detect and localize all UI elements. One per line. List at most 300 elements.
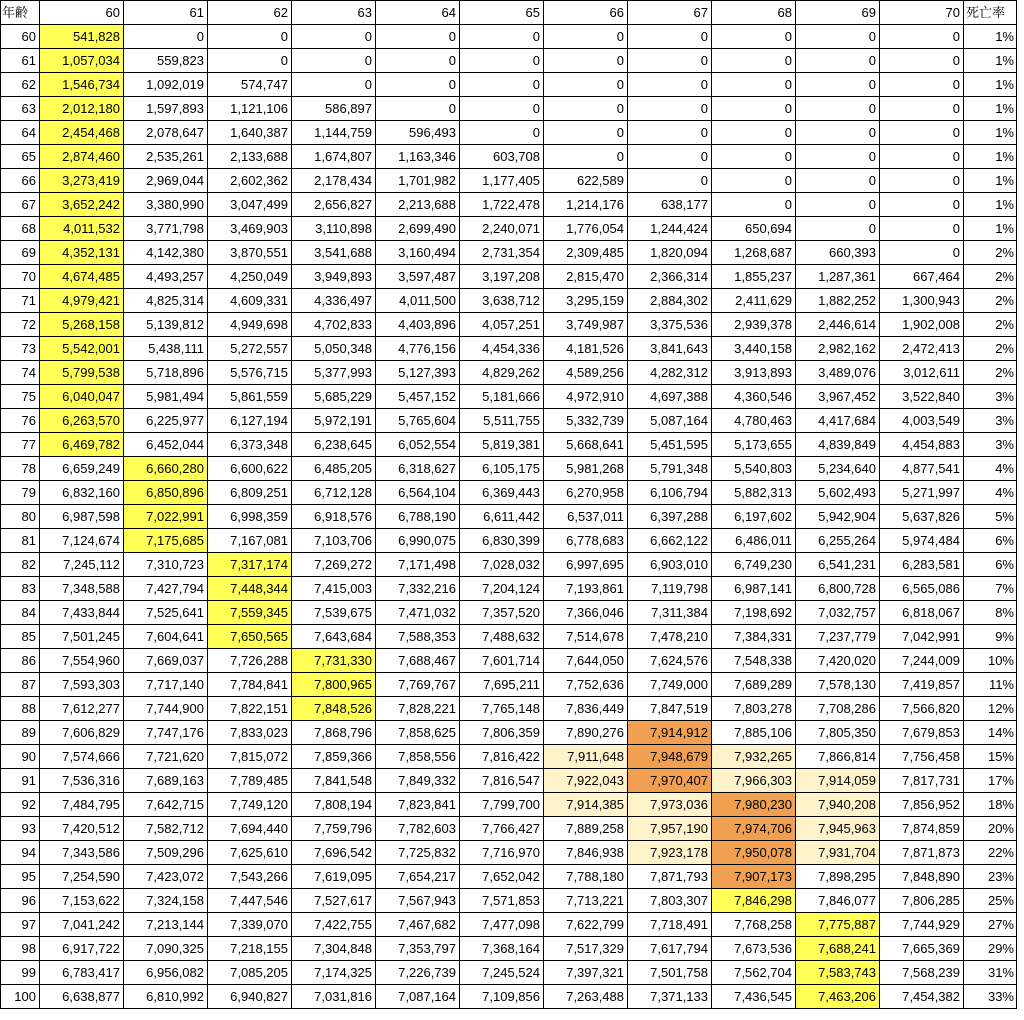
value-cell[interactable]: 7,244,009: [880, 649, 964, 673]
value-cell[interactable]: 7,254,590: [40, 865, 124, 889]
value-cell[interactable]: 7,752,636: [544, 673, 628, 697]
value-cell[interactable]: 5,181,666: [460, 385, 544, 409]
value-cell[interactable]: 2,699,490: [376, 217, 460, 241]
value-cell[interactable]: 7,567,943: [376, 889, 460, 913]
value-cell[interactable]: 7,822,151: [208, 697, 292, 721]
value-cell[interactable]: 7,032,757: [796, 601, 880, 625]
age-cell[interactable]: 96: [1, 889, 40, 913]
value-cell[interactable]: 4,142,380: [124, 241, 208, 265]
value-cell[interactable]: 7,397,321: [544, 961, 628, 985]
value-cell[interactable]: 6,270,958: [544, 481, 628, 505]
value-cell[interactable]: 7,914,912: [628, 721, 712, 745]
value-cell[interactable]: 4,057,251: [460, 313, 544, 337]
value-cell[interactable]: 603,708: [460, 145, 544, 169]
value-cell[interactable]: 7,765,148: [460, 697, 544, 721]
age-cell[interactable]: 67: [1, 193, 40, 217]
value-cell[interactable]: 6,263,570: [40, 409, 124, 433]
value-cell[interactable]: 7,828,221: [376, 697, 460, 721]
value-cell[interactable]: 7,744,900: [124, 697, 208, 721]
value-cell[interactable]: 7,970,407: [628, 769, 712, 793]
value-cell[interactable]: 0: [628, 169, 712, 193]
value-cell[interactable]: 7,622,799: [544, 913, 628, 937]
value-cell[interactable]: 4,352,131: [40, 241, 124, 265]
value-cell[interactable]: 2,982,162: [796, 337, 880, 361]
value-cell[interactable]: 1,597,893: [124, 97, 208, 121]
value-cell[interactable]: 7,914,059: [796, 769, 880, 793]
mortality-rate-cell[interactable]: 6%: [964, 553, 1017, 577]
value-cell[interactable]: 7,245,524: [460, 961, 544, 985]
value-cell[interactable]: 7,028,032: [460, 553, 544, 577]
mortality-rate-cell[interactable]: 4%: [964, 457, 1017, 481]
value-cell[interactable]: 7,415,003: [292, 577, 376, 601]
mortality-rate-cell[interactable]: 9%: [964, 625, 1017, 649]
value-cell[interactable]: 7,269,272: [292, 553, 376, 577]
mortality-rate-cell[interactable]: 3%: [964, 433, 1017, 457]
column-header-cell[interactable]: 68: [712, 1, 796, 25]
value-cell[interactable]: 0: [880, 169, 964, 193]
value-cell[interactable]: 3,771,798: [124, 217, 208, 241]
mortality-rate-cell[interactable]: 14%: [964, 721, 1017, 745]
value-cell[interactable]: 7,940,208: [796, 793, 880, 817]
value-cell[interactable]: 0: [544, 97, 628, 121]
value-cell[interactable]: 7,488,632: [460, 625, 544, 649]
value-cell[interactable]: 6,369,443: [460, 481, 544, 505]
value-cell[interactable]: 5,127,393: [376, 361, 460, 385]
value-cell[interactable]: 7,725,832: [376, 841, 460, 865]
value-cell[interactable]: 4,360,546: [712, 385, 796, 409]
age-cell[interactable]: 90: [1, 745, 40, 769]
age-cell[interactable]: 77: [1, 433, 40, 457]
value-cell[interactable]: 0: [880, 217, 964, 241]
age-cell[interactable]: 63: [1, 97, 40, 121]
value-cell[interactable]: 7,858,625: [376, 721, 460, 745]
value-cell[interactable]: 3,012,611: [880, 361, 964, 385]
value-cell[interactable]: 5,942,904: [796, 505, 880, 529]
value-cell[interactable]: 7,245,112: [40, 553, 124, 577]
value-cell[interactable]: 7,800,965: [292, 673, 376, 697]
value-cell[interactable]: 6,255,264: [796, 529, 880, 553]
value-cell[interactable]: 7,471,032: [376, 601, 460, 625]
value-cell[interactable]: 1,268,687: [712, 241, 796, 265]
value-cell[interactable]: 7,846,077: [796, 889, 880, 913]
value-cell[interactable]: 7,263,488: [544, 985, 628, 1009]
value-cell[interactable]: 4,829,262: [460, 361, 544, 385]
age-cell[interactable]: 95: [1, 865, 40, 889]
value-cell[interactable]: 0: [880, 241, 964, 265]
value-cell[interactable]: 0: [796, 73, 880, 97]
value-cell[interactable]: 5,511,755: [460, 409, 544, 433]
value-cell[interactable]: 6,486,011: [712, 529, 796, 553]
value-cell[interactable]: 4,403,896: [376, 313, 460, 337]
value-cell[interactable]: 7,604,641: [124, 625, 208, 649]
value-cell[interactable]: 7,324,158: [124, 889, 208, 913]
value-cell[interactable]: 7,643,684: [292, 625, 376, 649]
value-cell[interactable]: 6,810,992: [124, 985, 208, 1009]
mortality-rate-cell[interactable]: 1%: [964, 217, 1017, 241]
value-cell[interactable]: 0: [796, 169, 880, 193]
mortality-rate-cell[interactable]: 22%: [964, 841, 1017, 865]
value-cell[interactable]: 6,990,075: [376, 529, 460, 553]
value-cell[interactable]: 7,109,856: [460, 985, 544, 1009]
value-cell[interactable]: 3,197,208: [460, 265, 544, 289]
age-cell[interactable]: 75: [1, 385, 40, 409]
value-cell[interactable]: 7,759,796: [292, 817, 376, 841]
value-cell[interactable]: 6,452,044: [124, 433, 208, 457]
value-cell[interactable]: 4,780,463: [712, 409, 796, 433]
age-cell[interactable]: 65: [1, 145, 40, 169]
value-cell[interactable]: 7,543,266: [208, 865, 292, 889]
value-cell[interactable]: 7,175,685: [124, 529, 208, 553]
value-cell[interactable]: 0: [292, 73, 376, 97]
mortality-rate-cell[interactable]: 7%: [964, 577, 1017, 601]
value-cell[interactable]: 7,689,289: [712, 673, 796, 697]
value-cell[interactable]: 7,858,556: [376, 745, 460, 769]
value-cell[interactable]: 2,969,044: [124, 169, 208, 193]
value-cell[interactable]: 6,318,627: [376, 457, 460, 481]
mortality-rate-cell[interactable]: 1%: [964, 193, 1017, 217]
value-cell[interactable]: 7,833,023: [208, 721, 292, 745]
mortality-rate-cell[interactable]: 31%: [964, 961, 1017, 985]
value-cell[interactable]: 2,309,485: [544, 241, 628, 265]
value-cell[interactable]: 4,674,485: [40, 265, 124, 289]
value-cell[interactable]: 2,874,460: [40, 145, 124, 169]
value-cell[interactable]: 7,087,164: [376, 985, 460, 1009]
value-cell[interactable]: 5,087,164: [628, 409, 712, 433]
value-cell[interactable]: 0: [292, 25, 376, 49]
value-cell[interactable]: 5,974,484: [880, 529, 964, 553]
value-cell[interactable]: 0: [880, 193, 964, 217]
value-cell[interactable]: 5,457,152: [376, 385, 460, 409]
value-cell[interactable]: 2,012,180: [40, 97, 124, 121]
value-cell[interactable]: 2,366,314: [628, 265, 712, 289]
value-cell[interactable]: 7,420,512: [40, 817, 124, 841]
value-cell[interactable]: 7,527,617: [292, 889, 376, 913]
value-cell[interactable]: 0: [628, 97, 712, 121]
value-cell[interactable]: 0: [376, 97, 460, 121]
value-cell[interactable]: 4,839,849: [796, 433, 880, 457]
value-cell[interactable]: 3,469,903: [208, 217, 292, 241]
age-cell[interactable]: 91: [1, 769, 40, 793]
value-cell[interactable]: 7,907,173: [712, 865, 796, 889]
value-cell[interactable]: 7,803,307: [628, 889, 712, 913]
value-cell[interactable]: 7,689,163: [124, 769, 208, 793]
value-cell[interactable]: 0: [628, 121, 712, 145]
value-cell[interactable]: 0: [796, 97, 880, 121]
value-cell[interactable]: 5,540,803: [712, 457, 796, 481]
value-cell[interactable]: 0: [460, 73, 544, 97]
mortality-rate-cell[interactable]: 11%: [964, 673, 1017, 697]
value-cell[interactable]: 7,310,723: [124, 553, 208, 577]
value-cell[interactable]: 7,650,565: [208, 625, 292, 649]
value-cell[interactable]: 7,923,178: [628, 841, 712, 865]
mortality-rate-cell[interactable]: 3%: [964, 385, 1017, 409]
age-cell[interactable]: 93: [1, 817, 40, 841]
value-cell[interactable]: 7,031,816: [292, 985, 376, 1009]
value-cell[interactable]: 650,694: [712, 217, 796, 241]
value-cell[interactable]: 5,685,229: [292, 385, 376, 409]
value-cell[interactable]: 6,987,598: [40, 505, 124, 529]
mortality-rate-cell[interactable]: 20%: [964, 817, 1017, 841]
value-cell[interactable]: 3,160,494: [376, 241, 460, 265]
mortality-rate-cell[interactable]: 5%: [964, 505, 1017, 529]
value-cell[interactable]: 7,856,952: [880, 793, 964, 817]
value-cell[interactable]: 1,674,807: [292, 145, 376, 169]
age-cell[interactable]: 79: [1, 481, 40, 505]
value-cell[interactable]: 7,601,714: [460, 649, 544, 673]
value-cell[interactable]: 7,911,648: [544, 745, 628, 769]
value-cell[interactable]: 7,478,210: [628, 625, 712, 649]
mortality-rate-cell[interactable]: 12%: [964, 697, 1017, 721]
value-cell[interactable]: 2,411,629: [712, 289, 796, 313]
value-cell[interactable]: 6,778,683: [544, 529, 628, 553]
value-cell[interactable]: 0: [628, 25, 712, 49]
value-cell[interactable]: 7,775,887: [796, 913, 880, 937]
value-cell[interactable]: 7,514,678: [544, 625, 628, 649]
value-cell[interactable]: 5,861,559: [208, 385, 292, 409]
value-cell[interactable]: 7,974,706: [712, 817, 796, 841]
value-cell[interactable]: 6,749,230: [712, 553, 796, 577]
mortality-rate-cell[interactable]: 4%: [964, 481, 1017, 505]
value-cell[interactable]: 7,731,330: [292, 649, 376, 673]
value-cell[interactable]: 1,287,361: [796, 265, 880, 289]
mortality-rate-cell[interactable]: 1%: [964, 145, 1017, 169]
value-cell[interactable]: 7,652,042: [460, 865, 544, 889]
age-cell[interactable]: 84: [1, 601, 40, 625]
value-cell[interactable]: 7,153,622: [40, 889, 124, 913]
value-cell[interactable]: 7,448,344: [208, 577, 292, 601]
value-cell[interactable]: 559,823: [124, 49, 208, 73]
value-cell[interactable]: 7,422,755: [292, 913, 376, 937]
value-cell[interactable]: 1,776,054: [544, 217, 628, 241]
value-cell[interactable]: 7,167,081: [208, 529, 292, 553]
value-cell[interactable]: 6,611,442: [460, 505, 544, 529]
value-cell[interactable]: 7,806,285: [880, 889, 964, 913]
value-cell[interactable]: 6,397,288: [628, 505, 712, 529]
column-header-cell[interactable]: 69: [796, 1, 880, 25]
mortality-rate-cell[interactable]: 17%: [964, 769, 1017, 793]
value-cell[interactable]: 7,669,037: [124, 649, 208, 673]
mortality-rate-cell[interactable]: 1%: [964, 49, 1017, 73]
column-header-cell[interactable]: 65: [460, 1, 544, 25]
value-cell[interactable]: 7,501,245: [40, 625, 124, 649]
value-cell[interactable]: 0: [628, 49, 712, 73]
value-cell[interactable]: 6,541,231: [796, 553, 880, 577]
value-cell[interactable]: 7,484,795: [40, 793, 124, 817]
mortality-rate-cell[interactable]: 2%: [964, 265, 1017, 289]
value-cell[interactable]: 2,178,434: [292, 169, 376, 193]
value-cell[interactable]: 1,300,943: [880, 289, 964, 313]
value-cell[interactable]: 5,718,896: [124, 361, 208, 385]
column-header-cell[interactable]: 61: [124, 1, 208, 25]
value-cell[interactable]: 7,304,848: [292, 937, 376, 961]
value-cell[interactable]: 4,011,532: [40, 217, 124, 241]
value-cell[interactable]: 0: [628, 73, 712, 97]
value-cell[interactable]: 7,874,859: [880, 817, 964, 841]
value-cell[interactable]: 7,695,211: [460, 673, 544, 697]
value-cell[interactable]: 7,348,588: [40, 577, 124, 601]
value-cell[interactable]: 1,820,094: [628, 241, 712, 265]
value-cell[interactable]: 7,525,641: [124, 601, 208, 625]
value-cell[interactable]: 6,537,011: [544, 505, 628, 529]
mortality-rate-cell[interactable]: 8%: [964, 601, 1017, 625]
value-cell[interactable]: 0: [460, 121, 544, 145]
value-cell[interactable]: 1,177,405: [460, 169, 544, 193]
value-cell[interactable]: 7,119,798: [628, 577, 712, 601]
value-cell[interactable]: 2,535,261: [124, 145, 208, 169]
value-cell[interactable]: 0: [712, 169, 796, 193]
value-cell[interactable]: 7,625,610: [208, 841, 292, 865]
value-cell[interactable]: 7,816,547: [460, 769, 544, 793]
value-cell[interactable]: 7,090,325: [124, 937, 208, 961]
value-cell[interactable]: 4,454,336: [460, 337, 544, 361]
age-cell[interactable]: 71: [1, 289, 40, 313]
age-cell[interactable]: 88: [1, 697, 40, 721]
value-cell[interactable]: 7,509,296: [124, 841, 208, 865]
mortality-rate-cell[interactable]: 18%: [964, 793, 1017, 817]
value-cell[interactable]: 0: [796, 121, 880, 145]
age-cell[interactable]: 86: [1, 649, 40, 673]
mortality-rate-cell[interactable]: 2%: [964, 313, 1017, 337]
value-cell[interactable]: 6,225,977: [124, 409, 208, 433]
value-cell[interactable]: 7,744,929: [880, 913, 964, 937]
value-cell[interactable]: 7,467,682: [376, 913, 460, 937]
mortality-rate-cell[interactable]: 1%: [964, 97, 1017, 121]
value-cell[interactable]: 7,716,970: [460, 841, 544, 865]
value-cell[interactable]: 7,578,130: [796, 673, 880, 697]
value-cell[interactable]: 2,815,470: [544, 265, 628, 289]
value-cell[interactable]: 7,571,853: [460, 889, 544, 913]
value-cell[interactable]: 3,047,499: [208, 193, 292, 217]
value-cell[interactable]: 0: [544, 145, 628, 169]
value-cell[interactable]: 7,343,586: [40, 841, 124, 865]
value-cell[interactable]: 0: [292, 49, 376, 73]
value-cell[interactable]: 0: [628, 145, 712, 169]
value-cell[interactable]: 6,105,175: [460, 457, 544, 481]
value-cell[interactable]: 5,377,993: [292, 361, 376, 385]
value-cell[interactable]: 6,940,827: [208, 985, 292, 1009]
value-cell[interactable]: 4,972,910: [544, 385, 628, 409]
value-cell[interactable]: 1,163,346: [376, 145, 460, 169]
value-cell[interactable]: 7,665,369: [880, 937, 964, 961]
value-cell[interactable]: 596,493: [376, 121, 460, 145]
value-cell[interactable]: 7,447,546: [208, 889, 292, 913]
age-cell[interactable]: 74: [1, 361, 40, 385]
value-cell[interactable]: 5,668,641: [544, 433, 628, 457]
value-cell[interactable]: 3,541,688: [292, 241, 376, 265]
age-cell[interactable]: 61: [1, 49, 40, 73]
value-cell[interactable]: 7,688,241: [796, 937, 880, 961]
value-cell[interactable]: 0: [544, 49, 628, 73]
age-cell[interactable]: 78: [1, 457, 40, 481]
value-cell[interactable]: 7,517,329: [544, 937, 628, 961]
value-cell[interactable]: 5,799,538: [40, 361, 124, 385]
age-cell[interactable]: 83: [1, 577, 40, 601]
value-cell[interactable]: 2,133,688: [208, 145, 292, 169]
value-cell[interactable]: 2,078,647: [124, 121, 208, 145]
value-cell[interactable]: 7,841,548: [292, 769, 376, 793]
value-cell[interactable]: 6,127,194: [208, 409, 292, 433]
value-cell[interactable]: 0: [880, 121, 964, 145]
value-cell[interactable]: 1,902,008: [880, 313, 964, 337]
value-cell[interactable]: 5,050,348: [292, 337, 376, 361]
value-cell[interactable]: 7,859,366: [292, 745, 376, 769]
value-cell[interactable]: 7,768,258: [712, 913, 796, 937]
value-cell[interactable]: 0: [880, 25, 964, 49]
value-cell[interactable]: 7,454,382: [880, 985, 964, 1009]
value-cell[interactable]: 6,662,122: [628, 529, 712, 553]
column-header-cell[interactable]: 66: [544, 1, 628, 25]
value-cell[interactable]: 7,022,991: [124, 505, 208, 529]
value-cell[interactable]: 0: [712, 49, 796, 73]
value-cell[interactable]: 7,103,706: [292, 529, 376, 553]
value-cell[interactable]: 7,339,070: [208, 913, 292, 937]
value-cell[interactable]: 7,747,176: [124, 721, 208, 745]
value-cell[interactable]: 7,945,963: [796, 817, 880, 841]
value-cell[interactable]: 6,638,877: [40, 985, 124, 1009]
value-cell[interactable]: 2,213,688: [376, 193, 460, 217]
value-cell[interactable]: 7,769,767: [376, 673, 460, 697]
column-header-cell[interactable]: 64: [376, 1, 460, 25]
value-cell[interactable]: 1,640,387: [208, 121, 292, 145]
value-cell[interactable]: 7,871,873: [880, 841, 964, 865]
value-cell[interactable]: 6,373,348: [208, 433, 292, 457]
value-cell[interactable]: 7,588,353: [376, 625, 460, 649]
value-cell[interactable]: 6,197,602: [712, 505, 796, 529]
value-cell[interactable]: 7,477,098: [460, 913, 544, 937]
value-cell[interactable]: 667,464: [880, 265, 964, 289]
value-cell[interactable]: 2,656,827: [292, 193, 376, 217]
value-cell[interactable]: 3,749,987: [544, 313, 628, 337]
value-cell[interactable]: 4,702,833: [292, 313, 376, 337]
value-cell[interactable]: 5,972,191: [292, 409, 376, 433]
age-cell[interactable]: 99: [1, 961, 40, 985]
value-cell[interactable]: 6,106,794: [628, 481, 712, 505]
value-cell[interactable]: 6,564,104: [376, 481, 460, 505]
value-cell[interactable]: 0: [712, 121, 796, 145]
value-cell[interactable]: 7,463,206: [796, 985, 880, 1009]
mortality-rate-header-cell[interactable]: 死亡率: [964, 1, 1017, 25]
value-cell[interactable]: 7,868,796: [292, 721, 376, 745]
mortality-rate-cell[interactable]: 29%: [964, 937, 1017, 961]
age-cell[interactable]: 85: [1, 625, 40, 649]
age-cell[interactable]: 68: [1, 217, 40, 241]
value-cell[interactable]: 5,882,313: [712, 481, 796, 505]
value-cell[interactable]: 4,493,257: [124, 265, 208, 289]
value-cell[interactable]: 7,866,814: [796, 745, 880, 769]
value-cell[interactable]: 7,848,890: [880, 865, 964, 889]
value-cell[interactable]: 5,272,557: [208, 337, 292, 361]
value-cell[interactable]: 7,371,133: [628, 985, 712, 1009]
value-cell[interactable]: 7,624,576: [628, 649, 712, 673]
value-cell[interactable]: 5,542,001: [40, 337, 124, 361]
value-cell[interactable]: 4,949,698: [208, 313, 292, 337]
value-cell[interactable]: 3,489,076: [796, 361, 880, 385]
value-cell[interactable]: 7,548,338: [712, 649, 796, 673]
value-cell[interactable]: 5,602,493: [796, 481, 880, 505]
value-cell[interactable]: 7,574,666: [40, 745, 124, 769]
value-cell[interactable]: 6,712,128: [292, 481, 376, 505]
value-cell[interactable]: 4,011,500: [376, 289, 460, 313]
value-cell[interactable]: 7,174,325: [292, 961, 376, 985]
column-header-cell[interactable]: 67: [628, 1, 712, 25]
value-cell[interactable]: 3,870,551: [208, 241, 292, 265]
value-cell[interactable]: 0: [712, 73, 796, 97]
value-cell[interactable]: 6,832,160: [40, 481, 124, 505]
value-cell[interactable]: 0: [544, 121, 628, 145]
value-cell[interactable]: 0: [712, 145, 796, 169]
value-cell[interactable]: 7,718,491: [628, 913, 712, 937]
value-cell[interactable]: 7,847,519: [628, 697, 712, 721]
